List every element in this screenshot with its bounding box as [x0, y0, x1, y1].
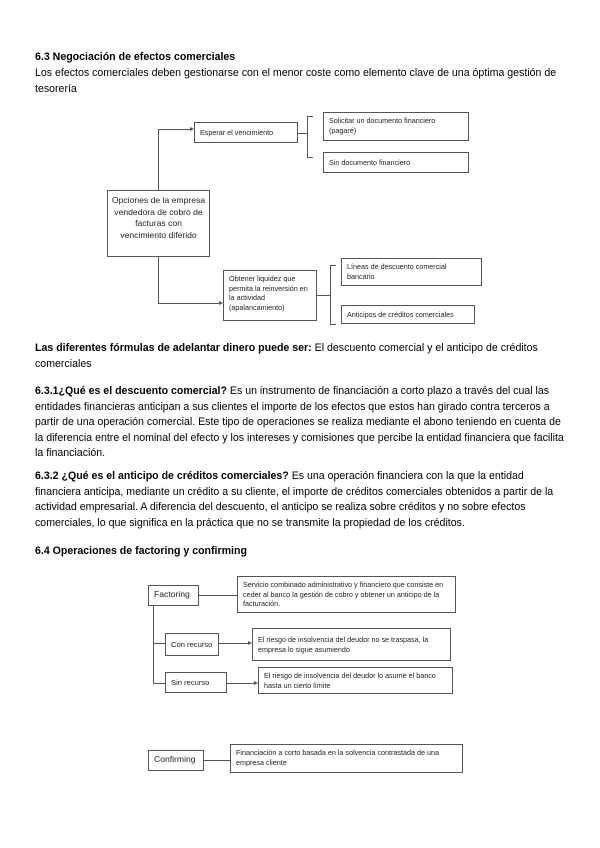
connector-line [158, 129, 159, 190]
option-sin-documento-box: Sin documento financiero [323, 152, 469, 173]
connector-line [158, 129, 190, 130]
confirming-box: Confirming [148, 750, 204, 771]
section-6-3-2-text: Es una operación financiera con la que la entidad financiera anticipa, mediante un crédito a su cliente, el importe de créditos comerciales obtenidos a partir de la actividad empresarial. A diferencia del descuento, el anticipo se realiza sobre créditos y no sobre efectos comerciales, lo que significa en la práctica que no se transmite la propiedad de los créditos. [35, 470, 554, 529]
connector-line [204, 760, 230, 761]
formulas-label: Las diferentes fórmulas de adelantar dinero puede ser: [35, 342, 312, 354]
con-recurso-box: Con recurso [165, 633, 219, 656]
branch-esperar-box: Esperar el vencimiento [194, 122, 298, 143]
section-6-3-1-text: Es un instrumento de financiación a corto plazo a través del cual las entidades financieras anticipan a sus clientes el importe de los efectos que estos han girado contra terceros a partir de una operación comercial. Este tipo de operaciones se realiza mediante el abono teniendo en cuenta de la diferencia entre el nominal del efecto y los intereses y comisiones que percibe la entidad financiera que facilita la financiación. [35, 385, 564, 459]
connector-line [153, 683, 165, 684]
sin-recurso-desc-box: El riesgo de insolvencia del deudor lo asume el banco hasta un cierto límite [258, 667, 453, 694]
formulas-text: El descuento comercial y el anticipo de créditos comerciales [35, 342, 538, 370]
branch-liquidez-box: Obtener liquidez que permita la reinversión en la actividad (apalancamiento) [223, 270, 317, 321]
section-6-3-2-title: 6.3.2 ¿Qué es el anticipo de créditos comerciales? [35, 470, 289, 482]
factoring-box: Factoring [148, 585, 199, 606]
confirming-desc-box: Financiación a corto basada en la solvencia contrastada de una empresa cliente [230, 744, 463, 773]
section-6-3-1-title: 6.3.1¿Qué es el descuento comercial? [35, 385, 227, 397]
connector-line [298, 133, 307, 134]
section-title-6-3: 6.3 Negociación de efectos comerciales [35, 51, 236, 63]
connector-line [227, 683, 254, 684]
section-intro: Los efectos comerciales deben gestionarse con el menor coste como elemento clave de una óptima gestión de tesorería [35, 67, 557, 95]
option-anticipos-box: Anticipos de créditos comerciales [341, 305, 475, 324]
root-box: Opciones de la empresa vendedora de cobro de facturas con vencimiento diferido [107, 190, 210, 257]
connector-line [153, 643, 165, 644]
bracket [330, 265, 336, 325]
option-lineas-descuento-box: Líneas de descuento comercial bancario [341, 258, 482, 286]
factoring-desc-box: Servicio combinado administrativo y financiero que consiste en ceder al banco la gestión de cobro y obtener un anticipo de la facturación. [237, 576, 456, 613]
connector-line [219, 643, 248, 644]
connector-line [317, 295, 330, 296]
connector-line [199, 595, 237, 596]
connector-line [153, 606, 154, 684]
section-6-3-2 [35, 469, 565, 531]
sin-recurso-box: Sin recurso [165, 672, 227, 693]
con-recurso-desc-box: El riesgo de insolvencia del deudor no se traspasa, la empresa lo sigue asumiendo [252, 628, 451, 661]
option-pagare-box: Solicitar un documento financiero (pagaré) [323, 112, 469, 141]
connector-line [158, 256, 159, 303]
connector-line [158, 303, 219, 304]
section-title-6-4: 6.4 Operaciones de factoring y confirming [35, 545, 247, 557]
section-6-3-1 [35, 384, 565, 462]
formulas-paragraph [35, 341, 565, 372]
bracket [307, 116, 313, 158]
